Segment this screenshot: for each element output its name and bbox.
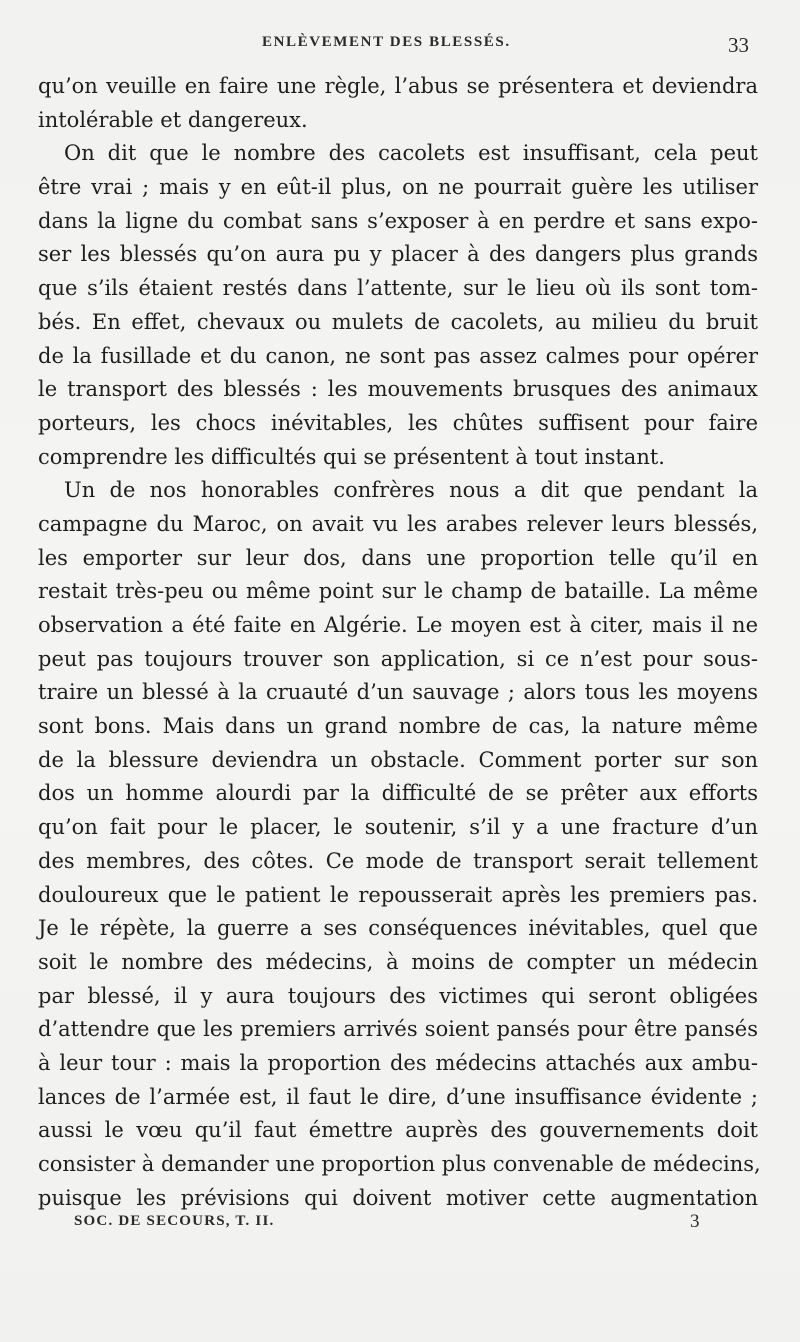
text-line: dans la ligne du combat sans s’exposer à en perdre et sans expo-: [38, 208, 758, 233]
footer: [0, 1213, 800, 1237]
text-line: lances de l’armée est, il faut le dire, d’une insuffisance évidente ;: [38, 1084, 758, 1109]
text-line: dos un homme alourdi par la difficulté de se prêter aux efforts: [38, 781, 758, 806]
text-line: bés. En effet, chevaux ou mulets de cacolets, au milieu du bruit: [38, 309, 758, 334]
running-title: ENLÈVEMENT DES BLESSÉS.: [262, 34, 511, 50]
text-line: les emporter sur leur dos, dans une proportion telle qu’il en: [38, 545, 758, 570]
text-line: puisque les prévisions qui doivent motiver cette augmentation: [38, 1185, 758, 1210]
text-line: par blessé, il y aura toujours des victimes qui seront obligées: [38, 983, 758, 1008]
running-head: [0, 34, 800, 58]
text-line: aussi le vœu qu’il faut émettre auprès des gouvernements doit: [38, 1118, 758, 1143]
text-line: campagne du Maroc, on avait vu les arabes relever leurs blessés,: [38, 511, 758, 536]
text-line: consister à demander une proportion plus convenable de médecins,: [38, 1152, 761, 1176]
text-line: traire un blessé à la cruauté d’un sauvage ; alors tous les moyens: [38, 680, 758, 705]
text-line: Un de nos honorables confrères nous a dit que pendant la: [64, 478, 758, 503]
text-line: porteurs, les chocs inévitables, les chûtes suffisent pour faire: [38, 410, 758, 435]
text-line: douloureux que le patient le repousserait après les premiers pas.: [38, 882, 758, 907]
text-line: ser les blessés qu’on aura pu y placer à des dangers plus grands: [38, 242, 758, 267]
text-line: qu’on veuille en faire une règle, l’abus se présentera et deviendra: [38, 74, 758, 98]
text-line: que s’ils étaient restés dans l’attente, sur le lieu où ils sont tom-: [38, 276, 758, 301]
text-line: être vrai ; mais y en eût-il plus, on ne pourrait guère les utiliser: [38, 175, 758, 200]
text-line: à leur tour : mais la proportion des médecins attachés aux ambu-: [38, 1050, 758, 1075]
sheet-number: 3: [690, 1211, 700, 1232]
text-line: le transport des blessés : les mouvements brusques des animaux: [38, 377, 758, 402]
printer-signature: SOC. DE SECOURS, T. II.: [74, 1213, 275, 1229]
text-line: peut pas toujours trouver son application, si ce n’est pour sous-: [38, 646, 758, 671]
body-text: [38, 70, 761, 1215]
page-number: 33: [728, 33, 749, 57]
text-line: de la fusillade et du canon, ne sont pas assez calmes pour opérer: [38, 343, 758, 368]
text-line: comprendre les difficultés qui se présentent à tout instant.: [38, 444, 665, 469]
text-line: de la blessure deviendra un obstacle. Comment porter sur son: [38, 747, 758, 772]
text-line: soit le nombre des médecins, à moins de compter un médecin: [38, 949, 758, 974]
text-line: des membres, des côtes. Ce mode de transport serait tellement: [38, 848, 758, 873]
text-line: qu’on fait pour le placer, le soutenir, s’il y a une fracture d’un: [38, 815, 758, 840]
text-line: d’attendre que les premiers arrivés soient pansés pour être pansés: [38, 1017, 758, 1042]
text-line: intolérable et dangereux.: [38, 107, 308, 132]
text-line: On dit que le nombre des cacolets est insuffisant, cela peut: [64, 141, 758, 166]
text-line: observation a été faite en Algérie. Le moyen est à citer, mais il ne: [38, 613, 758, 637]
text-line: Je le répète, la guerre a ses conséquences inévitables, quel que: [38, 916, 758, 941]
text-line: sont bons. Mais dans un grand nombre de cas, la nature même: [38, 714, 758, 739]
text-line: restait très-peu ou même point sur le champ de bataille. La même: [38, 579, 758, 604]
